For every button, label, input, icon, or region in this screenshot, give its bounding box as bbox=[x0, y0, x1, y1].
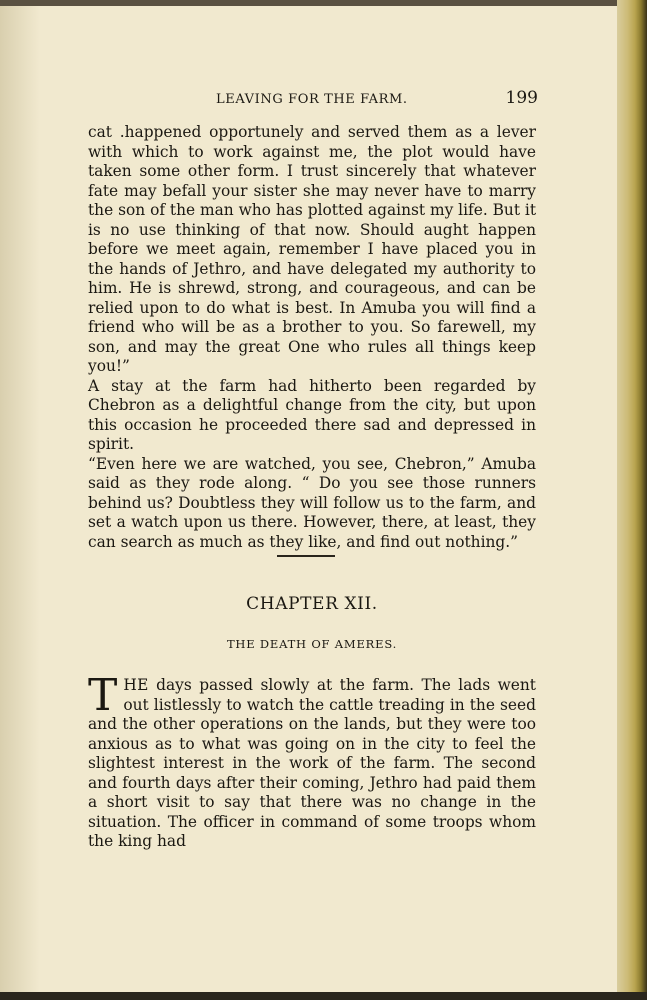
page-number: 199 bbox=[505, 88, 538, 108]
page-bottom-edge bbox=[0, 992, 647, 1000]
page-gutter-shadow bbox=[0, 0, 40, 1000]
body-text-top bbox=[88, 123, 536, 552]
paragraph: A stay at the farm had hitherto been regarded by Chebron as a delightful change from the city, but upon this occasion he proceeded there sad and depressed in spirit. bbox=[88, 376, 536, 453]
page-top-edge bbox=[0, 0, 647, 6]
page-fore-edge bbox=[617, 0, 647, 1000]
chapter-title: CHAPTER XII. bbox=[246, 594, 378, 614]
drop-cap: T bbox=[88, 670, 118, 721]
paragraph: cat .happened opportunely and served them as a lever with which to work against me, the plot would have taken some other form. I trust sincerely that whatever fate may befall your sister she may never have to marry the son of the man who has plotted against my life. But it is no use thinking of that now. Should aught happen before we meet again, remember I have placed you in the hands of Jethro, and have delegated my authority to him. He is shrewd, strong, and courageous, and can be relied upon to do what is best. In Amuba you will find a friend who will be as a brother to you. So farewell, my son, and may the great One who rules all things keep you!” bbox=[88, 123, 537, 375]
chapter-opening-text bbox=[88, 670, 536, 852]
running-head bbox=[90, 88, 538, 112]
first-word-small-caps: HE bbox=[123, 676, 149, 694]
chapter-opening-paragraph bbox=[88, 670, 536, 852]
running-head-title: LEAVING FOR THE FARM. bbox=[216, 92, 408, 107]
chapter-subtitle: THE DEATH OF AMERES. bbox=[226, 637, 398, 651]
section-divider-rule bbox=[277, 555, 335, 557]
chapter-opening-body: days passed slowly at the farm. The lads went out listlessly to watch the cattle treading in the seed and the other operations on the lands, but they were too anxious as to what was going on in the city to feel the slightest interest in the work of the farm. The second and fourth days after their coming, Jethro had paid them a short visit to say that there was no change in the situation. The officer in command of some troops whom the king had bbox=[88, 676, 536, 850]
paragraph: “Even here we are watched, you see, Chebron,” Amuba said as they rode along. “ Do you see those runners behind us? Doubtless they will follow us to the farm, and set a watch upon us there. However, there, at least, they can search as much as they like, and find out nothing.” bbox=[88, 454, 536, 551]
